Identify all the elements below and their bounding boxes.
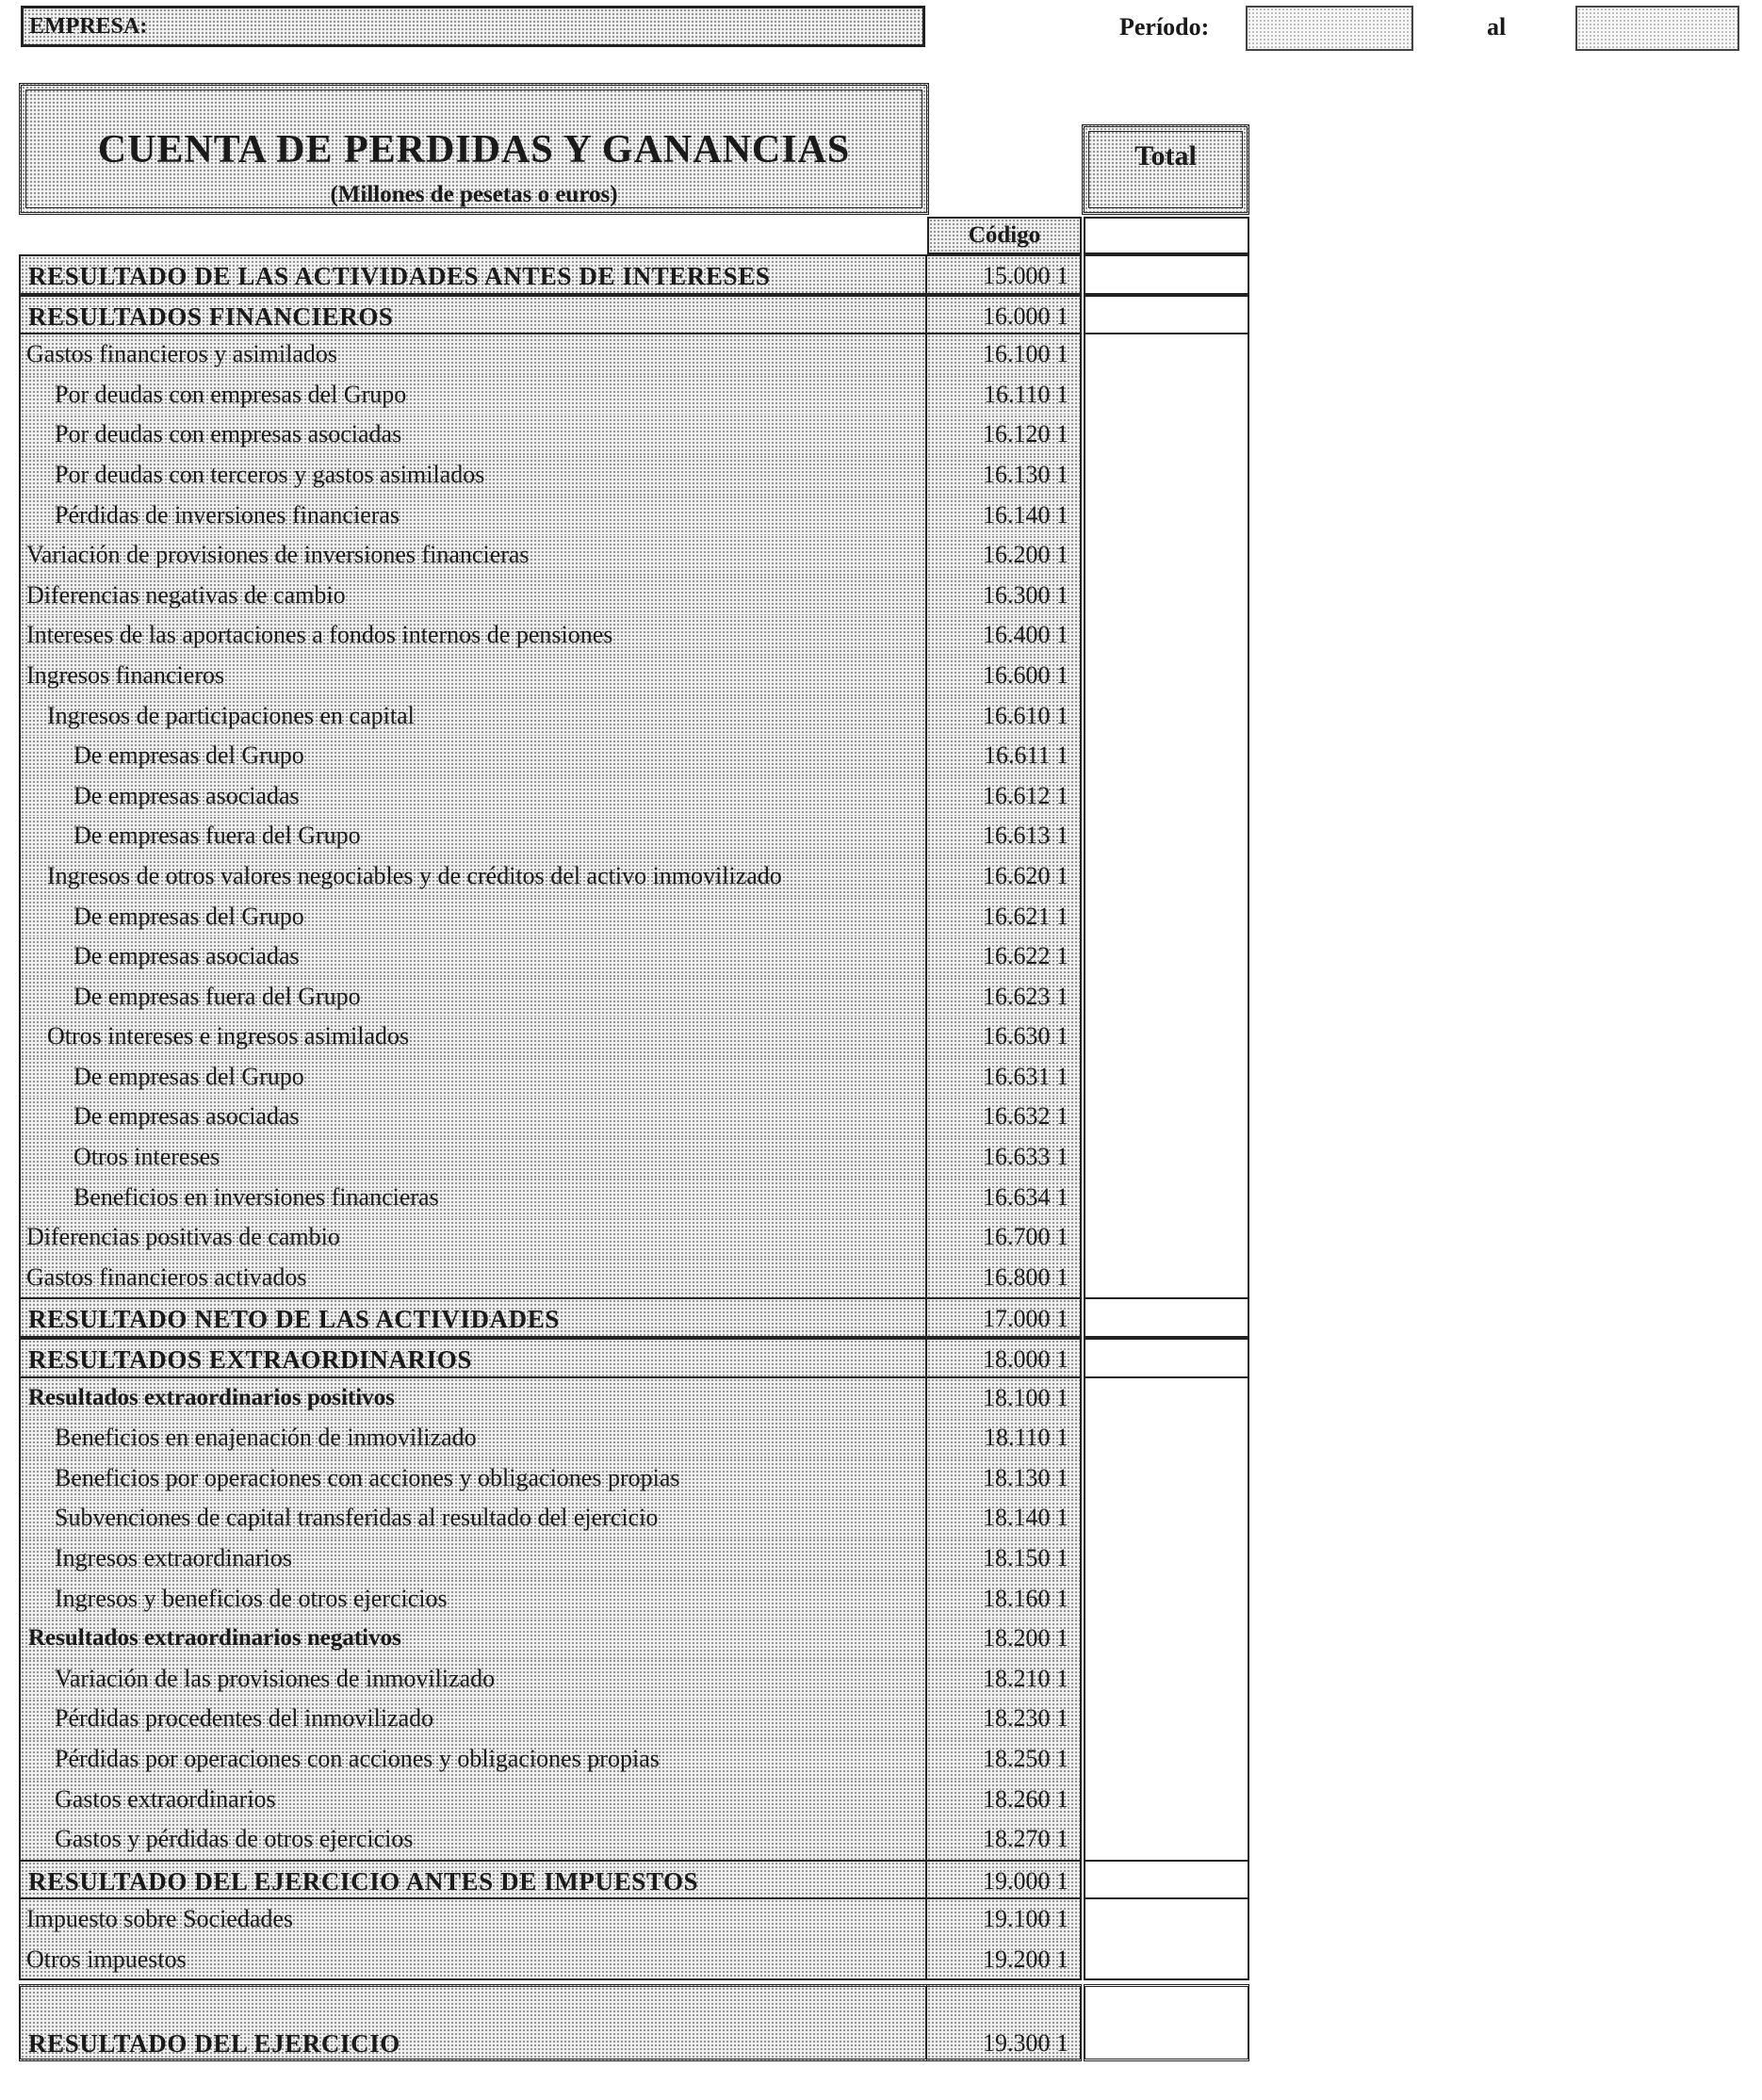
table-row (19, 1017, 1249, 1057)
row-label: De empresas asociadas (19, 1097, 927, 1137)
row-total-cell[interactable] (1084, 1899, 1249, 1940)
table-row (19, 776, 1249, 817)
row-total-cell[interactable] (1084, 1780, 1249, 1820)
row-total-cell[interactable] (1084, 816, 1249, 856)
row-total-cell[interactable] (1084, 1940, 1249, 1980)
row-total-cell[interactable] (1084, 254, 1249, 295)
row-code: 16.611 1 (927, 736, 1082, 776)
row-label: Otros intereses (19, 1137, 927, 1178)
total-header-blank (1084, 217, 1249, 254)
row-label: Diferencias negativas de cambio (19, 576, 927, 616)
row-total-cell[interactable] (1084, 856, 1249, 897)
table-row (19, 816, 1249, 856)
row-label: Beneficios en inversiones financieras (19, 1178, 927, 1218)
row-label: Gastos extraordinarios (19, 1780, 927, 1820)
row-total-cell[interactable] (1084, 1538, 1249, 1579)
row-label: Ingresos de otros valores negociables y de créditos del activo inmovilizado (19, 856, 927, 897)
table-row (19, 1057, 1249, 1098)
row-total-cell[interactable] (1084, 1057, 1249, 1098)
row-code: 18.150 1 (927, 1538, 1082, 1579)
row-label: Beneficios por operaciones con acciones y obligaciones propias (19, 1458, 927, 1499)
row-label: RESULTADOS EXTRAORDINARIOS (19, 1338, 927, 1378)
table-row (19, 1739, 1249, 1780)
row-total-cell[interactable] (1084, 1659, 1249, 1700)
row-total-cell[interactable] (1084, 897, 1249, 937)
row-label: Variación de provisiones de inversiones financieras (19, 535, 927, 576)
row-total-cell[interactable] (1084, 1579, 1249, 1620)
row-code: 16.400 1 (927, 615, 1082, 656)
row-code: 19.200 1 (927, 1940, 1082, 1980)
table-row (19, 615, 1249, 656)
row-total-cell[interactable] (1084, 1378, 1249, 1419)
row-code: 18.110 1 (927, 1418, 1082, 1458)
row-total-cell[interactable] (1084, 1178, 1249, 1218)
row-code: 18.160 1 (927, 1579, 1082, 1620)
table-row (19, 1378, 1249, 1419)
row-label: De empresas del Grupo (19, 897, 927, 937)
row-total-cell[interactable] (1084, 1819, 1249, 1860)
table-row (19, 1899, 1249, 1940)
row-label: Por deudas con empresas del Grupo (19, 375, 927, 415)
table-row (19, 1538, 1249, 1579)
empresa-field[interactable] (21, 6, 925, 47)
row-code: 16.800 1 (927, 1258, 1082, 1298)
table-row (19, 1297, 1249, 1338)
row-total-cell[interactable] (1084, 1498, 1249, 1538)
table-row (19, 977, 1249, 1017)
row-label: Gastos financieros y asimilados (19, 334, 927, 375)
row-total-cell[interactable] (1084, 1619, 1249, 1659)
row-code: 19.100 1 (927, 1899, 1082, 1940)
row-label: Resultados extraordinarios positivos (19, 1378, 927, 1419)
row-total-cell[interactable] (1084, 334, 1249, 375)
row-code: 16.631 1 (927, 1057, 1082, 1098)
row-total-cell[interactable] (1084, 736, 1249, 776)
row-code: 16.700 1 (927, 1217, 1082, 1258)
table-row (19, 334, 1249, 375)
table-row (19, 1217, 1249, 1258)
table-row (19, 535, 1249, 576)
al-label: al (1487, 13, 1507, 41)
report-title: CUENTA DE PERDIDAS Y GANANCIAS (97, 128, 851, 171)
table-row (19, 1579, 1249, 1620)
row-label: Por deudas con terceros y gastos asimilados (19, 455, 927, 496)
row-code: 18.100 1 (927, 1378, 1082, 1419)
row-total-cell[interactable] (1084, 1137, 1249, 1178)
row-label: De empresas del Grupo (19, 736, 927, 776)
row-code: 16.610 1 (927, 696, 1082, 737)
row-label: Pérdidas por operaciones con acciones y obligaciones propias (19, 1739, 927, 1780)
row-total-cell[interactable] (1084, 1217, 1249, 1258)
row-label: RESULTADO DE LAS ACTIVIDADES ANTES DE INTERESES (19, 254, 927, 295)
account-table (19, 254, 1249, 2061)
row-code: 16.612 1 (927, 776, 1082, 817)
row-total-cell[interactable] (1084, 496, 1249, 536)
row-total-cell[interactable] (1084, 295, 1249, 335)
table-row (19, 1137, 1249, 1178)
row-code: 19.000 1 (927, 1860, 1082, 1900)
row-code: 18.200 1 (927, 1619, 1082, 1659)
codigo-column-header: Código (927, 217, 1082, 254)
row-code: 17.000 1 (927, 1297, 1082, 1338)
row-label: Ingresos extraordinarios (19, 1538, 927, 1579)
table-row (19, 1458, 1249, 1499)
table-row (19, 375, 1249, 415)
row-code: 18.210 1 (927, 1659, 1082, 1700)
row-code: 18.230 1 (927, 1699, 1082, 1739)
row-total-cell[interactable] (1084, 1418, 1249, 1458)
table-row (19, 295, 1249, 335)
row-total-cell[interactable] (1084, 1699, 1249, 1739)
table-row (19, 1498, 1249, 1538)
table-row (19, 1984, 1249, 2061)
row-total-cell[interactable] (1084, 375, 1249, 415)
periodo-label: Período: (1119, 13, 1210, 41)
row-label: Variación de las provisiones de inmovilizado (19, 1659, 927, 1700)
row-code: 16.120 1 (927, 415, 1082, 455)
row-label: Impuesto sobre Sociedades (19, 1899, 927, 1940)
row-label: Otros impuestos (19, 1940, 927, 1980)
row-total-cell[interactable] (1084, 1984, 1249, 2061)
row-total-cell[interactable] (1084, 977, 1249, 1017)
row-code: 16.633 1 (927, 1137, 1082, 1178)
row-code: 16.140 1 (927, 496, 1082, 536)
table-row (19, 1097, 1249, 1137)
table-row (19, 455, 1249, 496)
row-label: Pérdidas de inversiones financieras (19, 496, 927, 536)
total-label: Total (1134, 140, 1197, 171)
table-row (19, 897, 1249, 937)
row-total-cell[interactable] (1084, 1297, 1249, 1338)
row-label: Ingresos financieros (19, 656, 927, 696)
row-code: 16.600 1 (927, 656, 1082, 696)
row-label: Ingresos de participaciones en capital (19, 696, 927, 737)
row-total-cell[interactable] (1084, 535, 1249, 576)
row-code: 16.621 1 (927, 897, 1082, 937)
row-label: Pérdidas procedentes del inmovilizado (19, 1699, 927, 1739)
row-code: 16.200 1 (927, 535, 1082, 576)
row-total-cell[interactable] (1084, 1458, 1249, 1499)
periodo-end-field[interactable] (1575, 6, 1739, 51)
row-label: Por deudas con empresas asociadas (19, 415, 927, 455)
row-label: RESULTADO DEL EJERCICIO (19, 1984, 927, 2061)
table-row (19, 576, 1249, 616)
row-label: De empresas asociadas (19, 936, 927, 977)
row-total-cell[interactable] (1084, 776, 1249, 817)
row-label: Gastos financieros activados (19, 1258, 927, 1298)
row-label: Ingresos y beneficios de otros ejercicios (19, 1579, 927, 1620)
row-total-cell[interactable] (1084, 1097, 1249, 1137)
row-code: 16.100 1 (927, 334, 1082, 375)
row-total-cell[interactable] (1084, 1860, 1249, 1900)
table-row (19, 1819, 1249, 1860)
row-label: De empresas fuera del Grupo (19, 977, 927, 1017)
row-total-cell[interactable] (1084, 415, 1249, 455)
row-label: RESULTADO NETO DE LAS ACTIVIDADES (19, 1297, 927, 1338)
row-code: 16.000 1 (927, 295, 1082, 335)
row-code: 16.130 1 (927, 455, 1082, 496)
row-code: 18.260 1 (927, 1780, 1082, 1820)
row-code: 16.630 1 (927, 1017, 1082, 1057)
row-label: De empresas asociadas (19, 776, 927, 817)
table-row (19, 1619, 1249, 1659)
row-label: Otros intereses e ingresos asimilados (19, 1017, 927, 1057)
row-total-cell[interactable] (1084, 936, 1249, 977)
empresa-label: EMPRESA: (29, 14, 148, 39)
table-row (19, 1338, 1249, 1378)
row-label: RESULTADOS FINANCIEROS (19, 295, 927, 335)
row-label: Beneficios en enajenación de inmovilizado (19, 1418, 927, 1458)
table-row (19, 936, 1249, 977)
table-row (19, 415, 1249, 455)
row-total-cell[interactable] (1084, 1338, 1249, 1378)
table-row (19, 1940, 1249, 1980)
row-code: 18.270 1 (927, 1819, 1082, 1860)
row-total-cell[interactable] (1084, 615, 1249, 656)
row-code: 16.620 1 (927, 856, 1082, 897)
row-label: Diferencias positivas de cambio (19, 1217, 927, 1258)
row-code: 16.613 1 (927, 816, 1082, 856)
table-row (19, 856, 1249, 897)
row-code: 15.000 1 (927, 254, 1082, 295)
table-row (19, 254, 1249, 295)
row-label: Intereses de las aportaciones a fondos internos de pensiones (19, 615, 927, 656)
table-row (19, 696, 1249, 737)
row-code: 18.000 1 (927, 1338, 1082, 1378)
row-code: 16.110 1 (927, 375, 1082, 415)
row-total-cell[interactable] (1084, 1258, 1249, 1298)
row-total-cell[interactable] (1084, 576, 1249, 616)
table-row (19, 1860, 1249, 1900)
row-total-cell[interactable] (1084, 656, 1249, 696)
table-row (19, 1418, 1249, 1458)
row-code: 16.632 1 (927, 1097, 1082, 1137)
table-row (19, 1178, 1249, 1218)
row-code: 18.250 1 (927, 1739, 1082, 1780)
row-label: De empresas fuera del Grupo (19, 816, 927, 856)
total-column-header (1082, 124, 1249, 215)
row-code: 16.622 1 (927, 936, 1082, 977)
table-row (19, 1699, 1249, 1739)
table-row (19, 496, 1249, 536)
table-row (19, 656, 1249, 696)
row-code: 16.623 1 (927, 977, 1082, 1017)
report-title-box (19, 83, 929, 215)
table-row (19, 736, 1249, 776)
row-code: 19.300 1 (927, 1984, 1082, 2061)
row-label: De empresas del Grupo (19, 1057, 927, 1098)
row-label: Subvenciones de capital transferidas al resultado del ejercicio (19, 1498, 927, 1538)
row-label: RESULTADO DEL EJERCICIO ANTES DE IMPUESTOS (19, 1860, 927, 1900)
periodo-start-field[interactable] (1246, 6, 1413, 51)
row-total-cell[interactable] (1084, 1017, 1249, 1057)
row-code: 18.140 1 (927, 1498, 1082, 1538)
report-subtitle: (Millones de pesetas o euros) (330, 182, 618, 207)
row-total-cell[interactable] (1084, 1739, 1249, 1780)
table-row (19, 1780, 1249, 1820)
row-code: 16.634 1 (927, 1178, 1082, 1218)
row-label: Gastos y pérdidas de otros ejercicios (19, 1819, 927, 1860)
row-label: Resultados extraordinarios negativos (19, 1619, 927, 1659)
table-row (19, 1659, 1249, 1700)
row-total-cell[interactable] (1084, 455, 1249, 496)
row-code: 18.130 1 (927, 1458, 1082, 1499)
table-row (19, 1258, 1249, 1298)
row-code: 16.300 1 (927, 576, 1082, 616)
row-total-cell[interactable] (1084, 696, 1249, 737)
